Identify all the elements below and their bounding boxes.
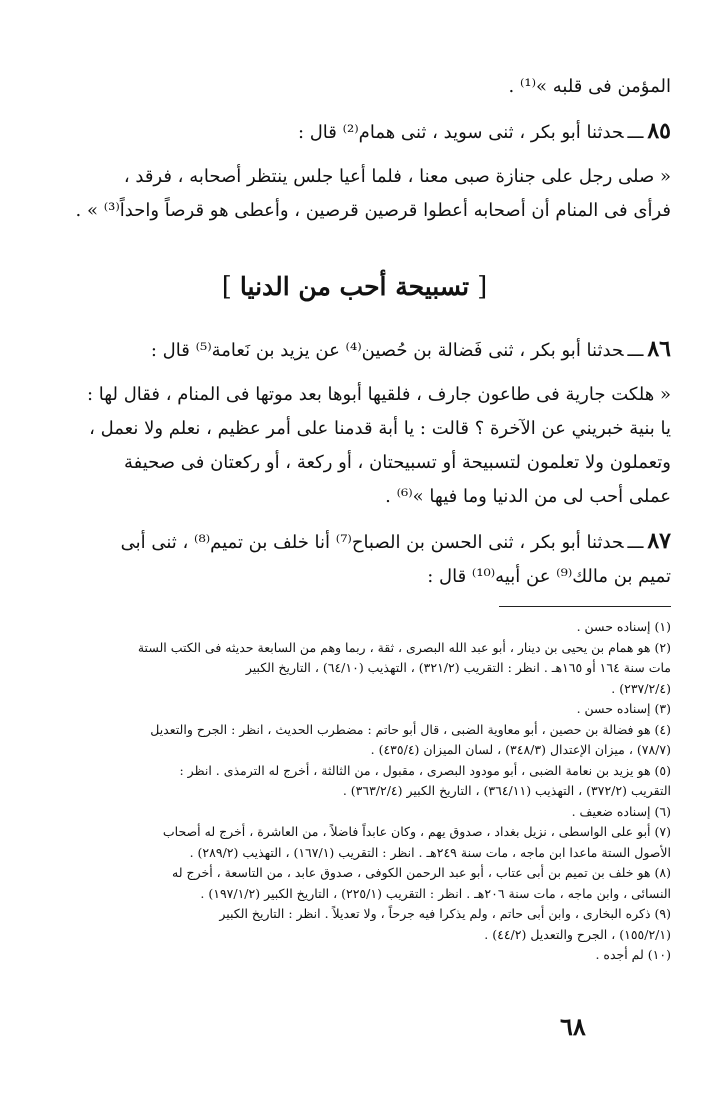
footnotes <box>38 617 671 966</box>
text-line: « هلكت جارية فى طاعون جارف ، فلقيها أبوها بعد موتها فى المنام ، فقال لها : <box>86 384 671 405</box>
section-title-text: تسبيحة أحب من الدنيا <box>239 272 470 301</box>
footnote-line: النسائى ، وابن ماجه ، مات سنة ٢٠٦هـ . انظر : التقريب (٢٢٥/١) ، التاريخ الكبير (١٩٧/١/٢) . <box>200 885 671 901</box>
footnote-line: (٦) إسناده ضعيف . <box>571 803 671 819</box>
footnote-line: (٩) ذكره البخارى ، وابن أبى حاتم ، ولم يذكرا فيه جرحاً ، ولا تعديلاً . انظر : التاريخ الكبير <box>219 906 671 921</box>
footnote-line: (٢٣٧/٢/٤) . <box>611 680 671 696</box>
text-line: فرأى فى المنام أن أصحابه أعطوا قرصين قرصين ، وأعطى هو قرصاً واحداً⁽³⁾ » . <box>75 200 671 221</box>
footnote-line: (٧) أبو على الواسطى ، نزيل بغداد ، صدوق يهم ، وكان عابداً فاضلاً ، من العاشرة ، أخرج له أصحاب <box>162 824 671 839</box>
hadith-number: ٨٥ <box>647 118 671 144</box>
footnote-line: (٨) هو خلف بن تميم بن أبى عتاب ، أبو عبد الرحمن الكوفى ، صدوق عابد ، من التاسعة ، أخرج له <box>172 865 671 880</box>
isnad-text: حدثنا أبو بكر ، ثنى الحسن بن الصباح⁽⁷⁾ أنا خلف بن تميم⁽⁸⁾ ، ثنى أبى <box>120 532 624 553</box>
footnote-line: (١٥٥/٢/١) ، الجرح والتعديل (٤٤/٢) . <box>484 926 671 942</box>
text-line: « صلى رجل على جنازة صبى معنا ، فلما أعيا جلس ينتظر أصحابه ، فرقد ، <box>123 166 671 187</box>
text-line: المؤمن فى قلبه »⁽¹⁾ . <box>508 76 671 97</box>
book-page <box>38 70 671 1105</box>
bracket-open: [ <box>477 272 488 302</box>
hadith-87-header <box>38 524 671 560</box>
isnad-text: حدثنا أبو بكر ، ثنى سويد ، ثنى همام⁽²⁾ قال : <box>297 122 624 143</box>
footnote-line: (٣) إسناده حسن . <box>576 701 671 716</box>
hadith-number: ٨٦ <box>647 336 671 362</box>
footnote-line: التقريب (٣٧٢/٢) ، التهذيب (٣٦٤/١١) ، التاريخ الكبير (٣٦٣/٢/٤) . <box>342 783 671 798</box>
isnad-text: حدثنا أبو بكر ، ثنى فَضالة بن حُصين⁽⁴⁾ عن يزيد بن نَعامة⁽⁵⁾ قال : <box>150 340 624 361</box>
footnote-line: (٤) هو فضالة بن حصين ، أبو معاوية الضبى ، قال أبو حاتم : مضطرب الحديث ، انظر : الجرح والتعديل <box>150 721 671 737</box>
section-title <box>38 272 671 302</box>
footnote-line: (٥) هو يزيد بن نعامة الضبى ، أبو مودود البصرى ، مقبول ، من الثالثة ، أخرج له الترمذى . انظر : <box>179 762 671 778</box>
text-line: يا بنية خبريني عن الآخرة ؟ قالت : يا أبة قدمنا على أمر عظيم ، نعلم ولا نعمل ، <box>89 418 671 439</box>
hadith-85-header <box>38 114 671 150</box>
bracket-close: ] <box>221 272 232 302</box>
hadith-number: ٨٧ <box>647 528 671 554</box>
text-line: وتعملون ولا تعلمون لتسبيحة أو تسبيحتان ، أو ركعة ، أو ركعتان فى صحيفة <box>123 452 671 473</box>
footnote-line: (٧٨/٧) ، ميزان الإعتدال (٣٤٨/٣) ، لسان الميزان (٤٣٥/٤) . <box>370 742 671 757</box>
footnote-divider <box>499 606 671 607</box>
text-line: عملى أحب لى من الدنيا وما فيها »⁽⁶⁾ . <box>385 486 671 507</box>
dash: ـــ <box>627 532 644 553</box>
page-number: ٦٨ <box>560 1012 586 1041</box>
hadith-86-header <box>38 332 671 368</box>
footnote-line: الأصول الستة ماعدا ابن ماجه ، مات سنة ٢٤٩هـ . انظر : التقريب (١٦٧/١) ، التهذيب (٢٨٩/٢) . <box>189 844 671 860</box>
text-line: تميم بن مالك⁽⁹⁾ عن أبيه⁽¹⁰⁾ قال : <box>427 566 671 587</box>
footnote-line: مات سنة ١٦٤ أو ١٦٥هـ . انظر : التقريب (٣٢١/٢) ، التهذيب (٦٤/١٠) ، التاريخ الكبير <box>245 660 671 675</box>
dash: ـــ <box>627 122 644 143</box>
dash: ـــ <box>627 340 644 361</box>
footnote-line: (١) إسناده حسن . <box>576 619 671 634</box>
footnote-line: (١٠) لم أجده . <box>595 947 671 962</box>
footnote-line: (٢) هو همام بن يحيى بن دينار ، أبو عبد الله البصرى ، ثقة ، ربما وهم من السابعة حديثه فى الكتب الستة <box>137 639 671 655</box>
